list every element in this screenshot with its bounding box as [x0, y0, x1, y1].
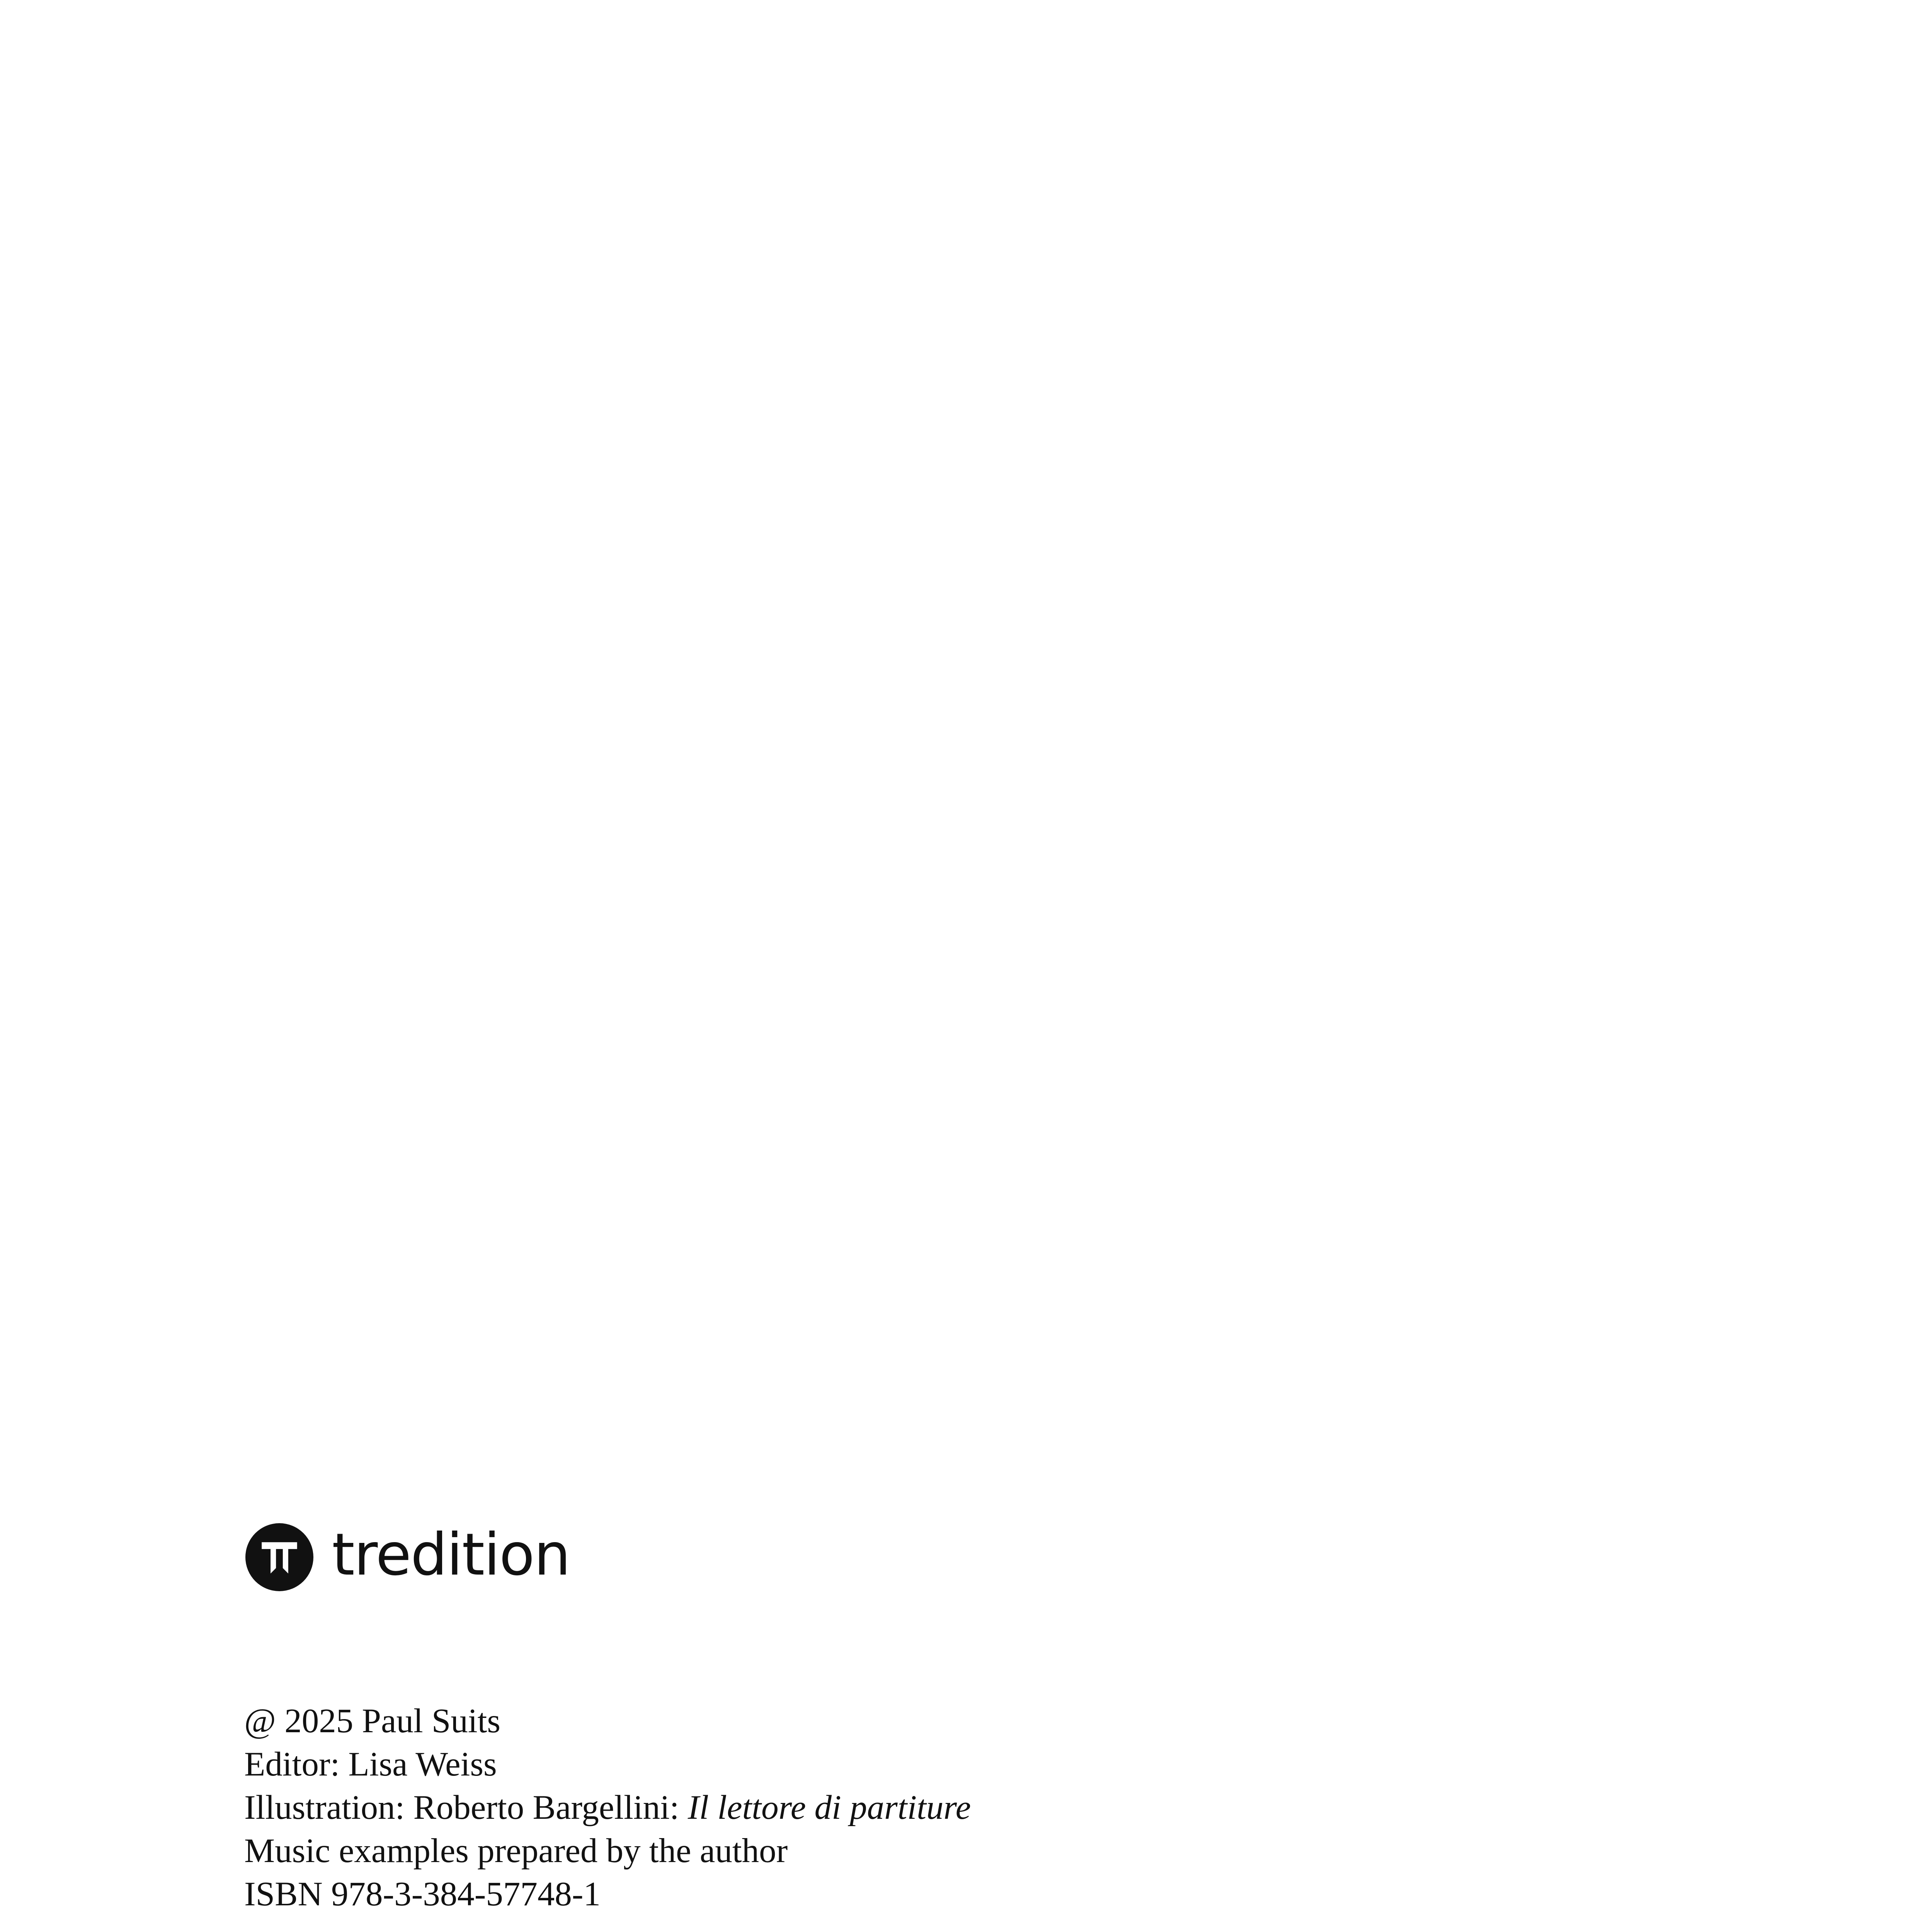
music-examples-line: Music examples prepared by the author [244, 1832, 788, 1870]
imprint-text [244, 1699, 1821, 1932]
credits-block [244, 1699, 1821, 1916]
illustration-title: Il lettore di partiture [687, 1789, 971, 1827]
tredition-logo-icon [245, 1523, 313, 1591]
logo-wordmark: tredition [332, 1521, 570, 1588]
illustration-line [244, 1786, 1821, 1829]
publisher-logo [245, 1522, 570, 1592]
editor-line: Editor: Lisa Weiss [244, 1745, 497, 1783]
isbn-line: ISBN 978-3-384-57748-1 [244, 1875, 601, 1913]
copyright-line: @ 2025 Paul Suits [244, 1702, 501, 1740]
illustration-prefix: Illustration: Roberto Bargellini: [244, 1789, 688, 1827]
